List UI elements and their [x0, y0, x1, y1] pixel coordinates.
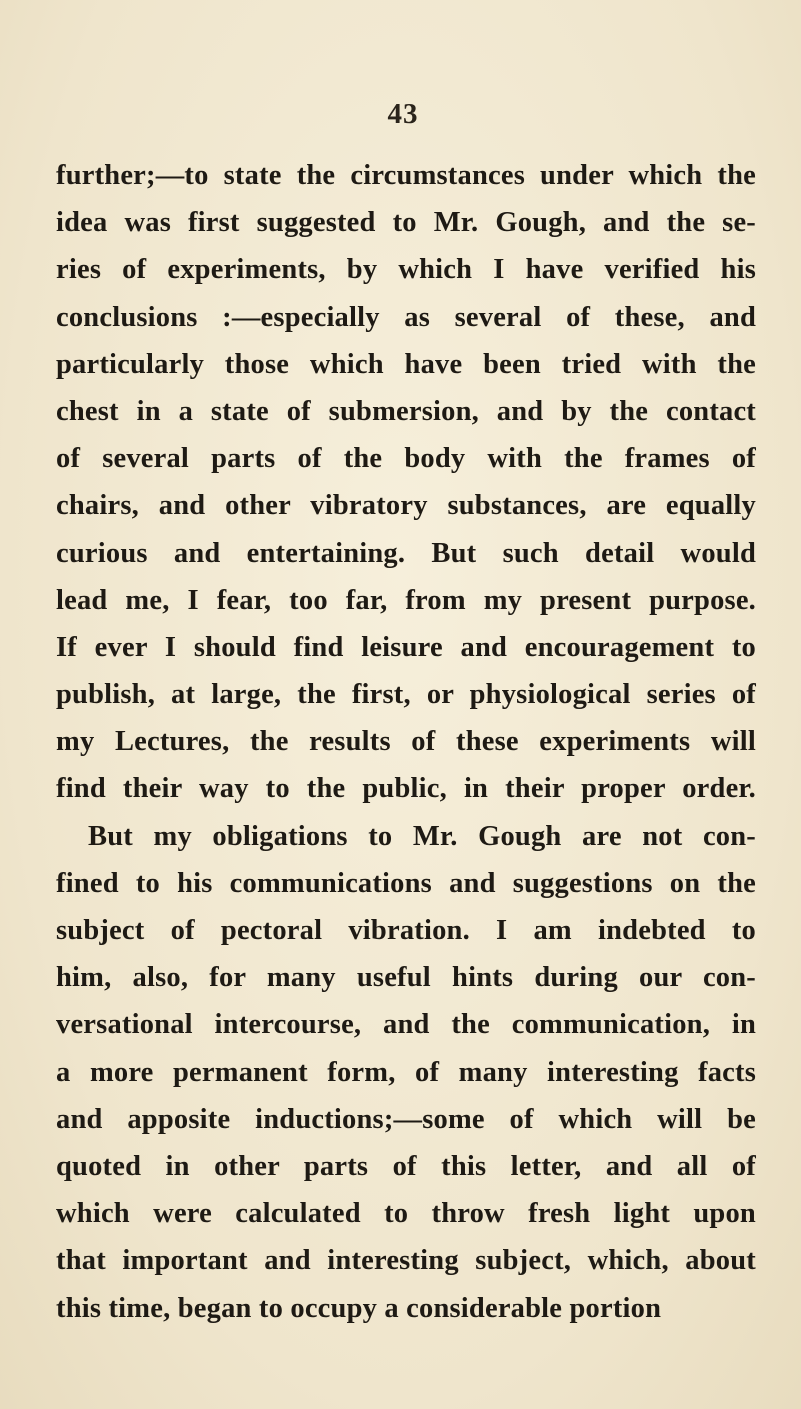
text-line: and apposite inductions;—some of which will be [56, 1103, 756, 1135]
text-line: subject of pectoral vibration. I am indebted to [56, 915, 756, 946]
text-line: which were calculated to throw fresh light upon [56, 1198, 756, 1230]
text-line: that important and interesting subject, which, about [56, 1245, 756, 1277]
text-line: ries of experiments, by which I have verified his [56, 254, 756, 286]
text-line: chest in a state of submersion, and by the contact [56, 395, 756, 427]
text-line: If ever I should find leisure and encouragement to [56, 631, 756, 663]
text-line: of several parts of the body with the frames of [56, 443, 756, 475]
text-line: curious and entertaining. But such detail would [56, 537, 756, 569]
body-text [56, 152, 756, 1332]
text-line: find their way to the public, in their proper order. [56, 773, 756, 805]
page-number: 43 [387, 98, 419, 130]
text-line: further;—to state the circumstances under which the [56, 160, 756, 191]
text-line: idea was first suggested to Mr. Gough, and the se- [56, 207, 756, 239]
text-line: conclusions :—especially as several of these, and [56, 301, 756, 333]
text-line: particularly those which have been tried with the [56, 348, 756, 380]
text-line: him, also, for many useful hints during our con- [56, 962, 756, 994]
text-line: publish, at large, the first, or physiological series of [56, 679, 756, 711]
text-line: lead me, I fear, too far, from my present purpose. [56, 584, 756, 616]
text-line: But my obligations to Mr. Gough are not con- [88, 820, 756, 852]
text-line: chairs, and other vibratory substances, are equally [56, 490, 756, 522]
text-line: a more permanent form, of many interesting facts [56, 1056, 756, 1088]
text-line: this time, began to occupy a considerable portion [56, 1292, 662, 1324]
text-line: my Lectures, the results of these experiments will [56, 726, 756, 758]
text-line: quoted in other parts of this letter, and all of [56, 1150, 756, 1182]
text-line: fined to his communications and suggestions on the [56, 867, 756, 899]
text-line: versational intercourse, and the communication, in [56, 1009, 756, 1041]
